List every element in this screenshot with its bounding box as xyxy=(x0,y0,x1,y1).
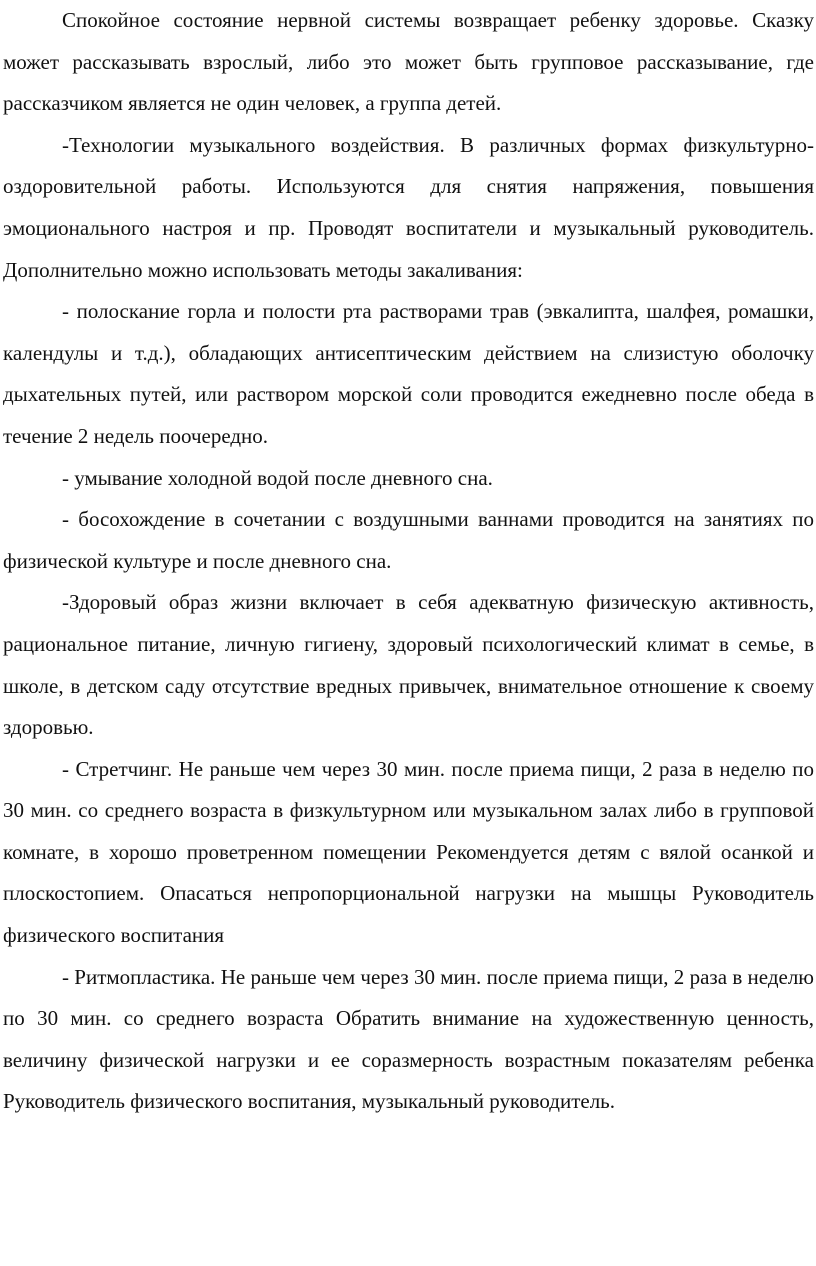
paragraph-gargling: - полоскание горла и полости рта растворами трав (эвкалипта, шалфея, ромашки, календулы и т.д.), обладающих антисептическим действием на слизистую оболочку дыхательных путей, или раствором морской соли проводится ежедневно после обеда в течение 2 недель поочередно. xyxy=(3,299,814,448)
paragraph-healthy-lifestyle: -Здоровый образ жизни включает в себя адекватную физическую активность, рациональное питание, личную гигиену, здоровый психологический климат в семье, в школе, в детском саду отсутствие вредных привычек, внимательное отношение к своему здоровью. xyxy=(3,590,814,740)
paragraph-hardening-intro: Дополнительно можно использовать методы закаливания: xyxy=(3,257,523,282)
paragraph-stretching: - Стретчинг. Не раньше чем через 30 мин. после приема пищи, 2 раза в неделю по 30 мин. со среднего возраста в физкультурном или музыкальном залах либо в групповой комнате, в хорошо проветренном помещении Рекомендуется детям с вялой осанкой и плоскостопием. Опасаться непропорциональной нагрузки на мышцы Руководитель физического воспитания xyxy=(3,756,814,948)
paragraph-rhythmoplasty: - Ритмопластика. Не раньше чем через 30 мин. после приема пищи, 2 раза в неделю по 30 мин. со среднего возраста Обратить внимание на художественную ценность, величину физической нагрузки и ее соразмерность возрастным показателям ребенка Руководитель физического воспитания, музыкальный руководитель. xyxy=(3,964,814,1114)
paragraph-fairy-tale-therapy: Спокойное состояние нервной системы возвращает ребенку здоровье. Сказку может рассказывать взрослый, либо это может быть групповое рассказывание, где рассказчиком является не один человек, а группа детей. xyxy=(3,8,814,116)
paragraph-barefoot-walking: - босохождение в сочетании с воздушными ваннами проводится на занятиях по физической культуре и после дневного сна. xyxy=(3,507,814,573)
paragraph-washing: - умывание холодной водой после дневного сна. xyxy=(62,465,493,490)
document-body xyxy=(3,0,814,1123)
paragraph-music-technology: -Технологии музыкального воздействия. В различных формах физкультурно-оздоровительной работы. Используются для снятия напряжения, повышения эмоционального настроя и пр. Проводят воспитатели и музыкальный руководитель. xyxy=(3,132,814,240)
